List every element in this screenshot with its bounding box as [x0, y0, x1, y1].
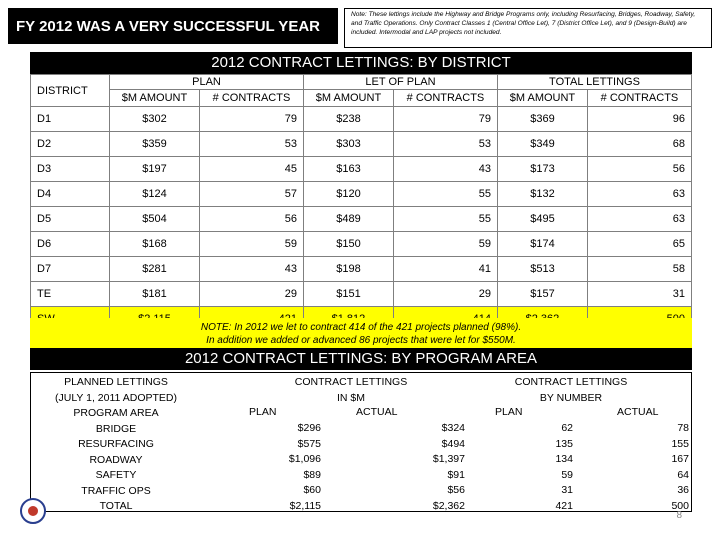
- plan-amount-cell: $168: [110, 232, 200, 257]
- table-row: [31, 207, 692, 232]
- dollar-plan-value: $2,115: [289, 499, 321, 512]
- total-contracts-cell: 65: [587, 232, 691, 257]
- district-cell: D5: [31, 207, 110, 232]
- dollar-plan-value: $89: [303, 468, 321, 481]
- number-actual-label: ACTUAL: [617, 406, 659, 418]
- number-plan-value: 31: [561, 484, 573, 496]
- plan-header: PLAN: [110, 75, 304, 90]
- dollar-actual-value: $324: [441, 422, 465, 434]
- plan-contracts-cell: 43: [199, 257, 303, 282]
- let-contracts-cell: 55: [393, 207, 497, 232]
- number-actual-value: 155: [671, 437, 689, 450]
- let-amount-cell: $303: [303, 132, 393, 157]
- dollar-actual-value: $56: [447, 484, 465, 496]
- plan-contracts-header: # CONTRACTS: [199, 90, 303, 107]
- number-header-line2: BY NUMBER: [539, 391, 603, 404]
- dollar-actual-column: [351, 421, 465, 514]
- dollar-plan-column: [231, 421, 321, 514]
- table-row: [31, 157, 692, 182]
- total-amount-cell: $174: [497, 232, 587, 257]
- let-amount-cell: $163: [303, 157, 393, 182]
- plan-amount-cell: $504: [110, 207, 200, 232]
- table-row: [31, 282, 692, 307]
- plan-contracts-cell: 59: [199, 232, 303, 257]
- dollar-actual-value: $91: [447, 468, 465, 481]
- let-of-plan-header: LET OF PLAN: [303, 75, 497, 90]
- dollar-actual-label: ACTUAL: [356, 406, 398, 418]
- dollar-plan-value: $1,096: [288, 453, 321, 465]
- number-header: [471, 375, 671, 406]
- total-amount-header: $M AMOUNT: [497, 90, 587, 107]
- let-amount-cell: $151: [303, 282, 393, 307]
- let-contracts-cell: 59: [393, 232, 497, 257]
- plan-amount-cell: $181: [110, 282, 200, 307]
- plan-contracts-cell: 57: [199, 182, 303, 207]
- let-contracts-header: # CONTRACTS: [393, 90, 497, 107]
- dollar-actual-value: $494: [441, 437, 465, 450]
- plan-amount-cell: $359: [110, 132, 200, 157]
- plan-amount-cell: $124: [110, 182, 200, 207]
- district-cell: D1: [31, 107, 110, 132]
- total-contracts-cell: 58: [587, 257, 691, 282]
- area-label: TOTAL: [99, 500, 133, 512]
- district-note-line1: NOTE: In 2012 we let to contract 414 of the 421 projects planned (98%).: [200, 322, 522, 333]
- district-section-title: 2012 CONTRACT LETTINGS: BY DISTRICT: [30, 52, 692, 74]
- let-amount-cell: $150: [303, 232, 393, 257]
- total-contracts-cell: 63: [587, 207, 691, 232]
- area-label: BRIDGE: [95, 422, 137, 435]
- number-actual-value: 78: [677, 422, 689, 434]
- top-note: Note: These lettings include the Highway and Bridge Programs only, including Resurfacing, Bridges, Roadway, Safety, and Traffic Operations. Only Contract Classes 1 (Central Office Let), 7 (District Office Let), and 9 (Design-Build) are included. Intermodal and LAP projects not included.: [344, 8, 712, 48]
- number-plan-value: 62: [561, 422, 573, 434]
- total-amount-cell: $349: [497, 132, 587, 157]
- dollar-actual-value: $2,362: [432, 499, 465, 512]
- table-row: [31, 107, 692, 132]
- banner-title: FY 2012 WAS A VERY SUCCESSFUL YEAR: [8, 8, 338, 44]
- area-label: TRAFFIC OPS: [81, 484, 151, 497]
- plan-amount-cell: $302: [110, 107, 200, 132]
- plan-amount-cell: $197: [110, 157, 200, 182]
- table-row: [31, 182, 692, 207]
- plan-contracts-cell: 56: [199, 207, 303, 232]
- number-plan-value: 135: [555, 437, 573, 450]
- seal-logo-icon: [20, 498, 46, 524]
- dollar-actual-value: $1,397: [432, 453, 465, 465]
- page-number: 8: [676, 510, 682, 521]
- total-contracts-cell: 31: [587, 282, 691, 307]
- total-lettings-header: TOTAL LETTINGS: [497, 75, 691, 90]
- program-area-column: [31, 375, 201, 515]
- let-contracts-cell: 53: [393, 132, 497, 157]
- let-contracts-cell: 79: [393, 107, 497, 132]
- district-cell: D6: [31, 232, 110, 257]
- total-contracts-cell: 96: [587, 107, 691, 132]
- program-section-title: 2012 CONTRACT LETTINGS: BY PROGRAM AREA: [30, 348, 692, 370]
- table-row: [31, 232, 692, 257]
- plan-contracts-cell: 45: [199, 157, 303, 182]
- plan-amount-cell: $281: [110, 257, 200, 282]
- area-label: RESURFACING: [78, 438, 154, 450]
- number-plan-label: PLAN: [495, 406, 523, 418]
- total-contracts-header: # CONTRACTS: [587, 90, 691, 107]
- let-amount-cell: $198: [303, 257, 393, 282]
- program-col-header-line3: PROGRAM AREA: [73, 407, 159, 419]
- number-actual-column: [591, 421, 689, 514]
- total-amount-cell: $495: [497, 207, 587, 232]
- let-amount-cell: $120: [303, 182, 393, 207]
- district-cell: D3: [31, 157, 110, 182]
- district-note: [30, 318, 692, 348]
- let-contracts-cell: 43: [393, 157, 497, 182]
- dollar-plan-value: $575: [297, 437, 321, 450]
- dollar-plan-value: $60: [303, 484, 321, 496]
- district-cell: D2: [31, 132, 110, 157]
- total-amount-cell: $173: [497, 157, 587, 182]
- total-amount-cell: $132: [497, 182, 587, 207]
- dollar-header-line2: IN $M: [336, 391, 365, 404]
- number-plan-value: 134: [555, 453, 573, 465]
- district-cell: D7: [31, 257, 110, 282]
- total-amount-cell: $369: [497, 107, 587, 132]
- plan-contracts-cell: 53: [199, 132, 303, 157]
- plan-contracts-cell: 29: [199, 282, 303, 307]
- total-amount-cell: $513: [497, 257, 587, 282]
- let-contracts-cell: 29: [393, 282, 497, 307]
- total-amount-cell: $157: [497, 282, 587, 307]
- number-actual-value: 36: [677, 484, 689, 496]
- table-row: [31, 132, 692, 157]
- number-header-line1: CONTRACT LETTINGS: [514, 376, 628, 388]
- program-area-panel: [30, 372, 692, 512]
- number-actual-value: 500: [671, 499, 689, 512]
- dollar-plan-label: PLAN: [249, 406, 277, 418]
- district-cell: D4: [31, 182, 110, 207]
- dollar-header-line1: CONTRACT LETTINGS: [294, 376, 408, 388]
- district-header: DISTRICT: [31, 75, 110, 107]
- let-contracts-cell: 55: [393, 182, 497, 207]
- dollar-header: [231, 375, 471, 406]
- let-contracts-cell: 41: [393, 257, 497, 282]
- plan-contracts-cell: 79: [199, 107, 303, 132]
- total-contracts-cell: 63: [587, 182, 691, 207]
- number-plan-column: [471, 421, 573, 514]
- number-plan-value: 421: [555, 499, 573, 512]
- number-actual-value: 64: [677, 468, 689, 481]
- let-amount-cell: $489: [303, 207, 393, 232]
- table-row: [31, 257, 692, 282]
- number-plan-value: 59: [561, 468, 573, 481]
- district-table: [30, 74, 692, 332]
- district-cell: TE: [31, 282, 110, 307]
- program-col-header-line1: PLANNED LETTINGS: [64, 376, 168, 388]
- let-amount-cell: $238: [303, 107, 393, 132]
- total-contracts-cell: 56: [587, 157, 691, 182]
- area-label: ROADWAY: [89, 453, 143, 466]
- number-actual-value: 167: [671, 453, 689, 465]
- let-amount-header: $M AMOUNT: [303, 90, 393, 107]
- dollar-plan-value: $296: [297, 422, 321, 434]
- program-col-header-line2: (JULY 1, 2011 ADOPTED): [55, 391, 177, 404]
- total-contracts-cell: 68: [587, 132, 691, 157]
- plan-amount-header: $M AMOUNT: [110, 90, 200, 107]
- area-label: SAFETY: [95, 469, 137, 481]
- district-note-line2: In addition we added or advanced 86 projects that were let for $550M.: [206, 335, 516, 346]
